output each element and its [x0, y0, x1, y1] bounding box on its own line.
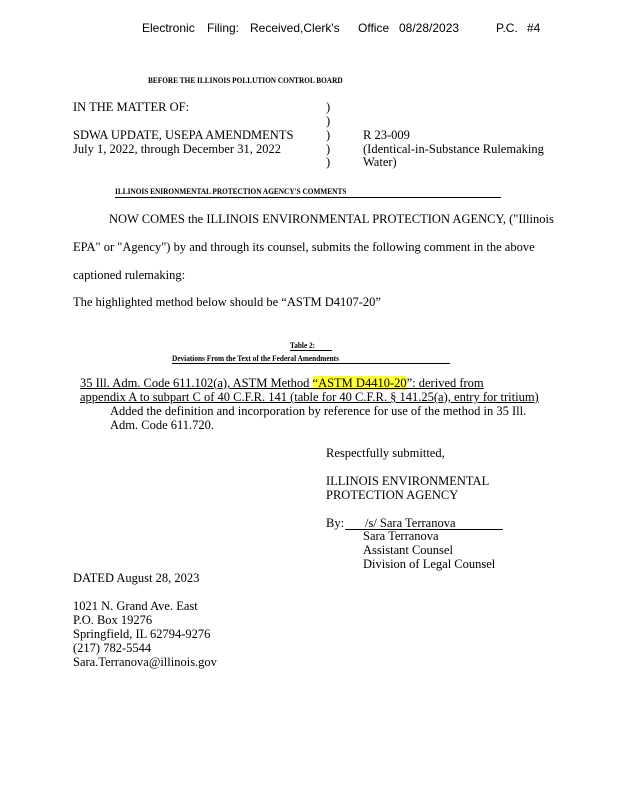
- address-email[interactable]: Sara.Terranova@illinois.gov: [73, 655, 217, 669]
- header-office: Office: [358, 21, 390, 35]
- caption-paren: ): [326, 142, 331, 156]
- caption-paren: ): [326, 128, 331, 142]
- dated: DATED August 28, 2023: [73, 571, 200, 585]
- table-row-3: Added the definition and incorporation by reference for use of the method in 35 Ill.: [110, 404, 527, 418]
- signature-org-2: PROTECTION AGENCY: [326, 488, 459, 502]
- signature-name: Sara Terranova: [363, 529, 439, 543]
- signature-division: Division of Legal Counsel: [363, 557, 496, 571]
- table-title-underline: [290, 350, 332, 351]
- address-city: Springfield, IL 62794-9276: [73, 627, 211, 641]
- caption-matter: IN THE MATTER OF:: [73, 100, 190, 114]
- header-date: 08/28/2023: [399, 21, 460, 35]
- caption-paren: ): [326, 155, 331, 169]
- body-line-2: EPA" or "Agency") by and through its counsel, submits the following comment in the above: [73, 240, 535, 254]
- table-row-1: [80, 376, 484, 391]
- body-line-4: The highlighted method below should be “ASTM D4107-20”: [73, 295, 381, 309]
- row-prefix: 35 Ill. Adm. Code 611.102(a), ASTM Method: [80, 376, 313, 390]
- comments-title: ILLINOIS ENIRONMENTAL PROTECTION AGENCY'S COMMENTS: [115, 186, 347, 196]
- caption-title: SDWA UPDATE, USEPA AMENDMENTS: [73, 128, 294, 142]
- signature-role: Assistant Counsel: [363, 543, 453, 557]
- caption-docket: R 23-009: [363, 128, 410, 142]
- header-electronic: Electronic: [142, 21, 195, 35]
- caption-paren: ): [326, 100, 331, 114]
- table-title: Table 2:: [290, 340, 316, 350]
- header-received: Received,Clerk's: [250, 21, 340, 35]
- highlighted-method: “ASTM D4410-20: [312, 376, 407, 390]
- table-row-4: Adm. Code 611.720.: [110, 418, 215, 432]
- caption-paren: ): [326, 114, 331, 128]
- body-line-3: captioned rulemaking:: [73, 268, 186, 282]
- comments-title-underline: [115, 197, 501, 198]
- body-line-1: NOW COMES the ILLINOIS ENVIRONMENTAL PROTECTION AGENCY, ("Illinois: [109, 212, 554, 226]
- table-subtitle-underline: [172, 363, 450, 364]
- signature-org-1: ILLINOIS ENVIRONMENTAL: [326, 474, 490, 488]
- table-row-2: appendix A to subpart C of 40 C.F.R. 141 (table for 40 C.F.R. § 141.25(a), entry for tritium): [80, 390, 539, 404]
- header-filing: Filing:: [207, 21, 240, 35]
- signature-closing: Respectfully submitted,: [326, 446, 445, 460]
- address-po-box: P.O. Box 19276: [73, 613, 153, 627]
- address-street: 1021 N. Grand Ave. East: [73, 599, 198, 613]
- caption-type-cont: Water): [363, 155, 397, 169]
- header-pc: P.C.: [496, 21, 518, 35]
- signature-line: /s/ Sara Terranova: [365, 516, 456, 530]
- board-title: BEFORE THE ILLINOIS POLLUTION CONTROL BOARD: [148, 75, 343, 85]
- table-subtitle: Deviations From the Text of the Federal Amendments: [172, 353, 339, 363]
- address-phone: (217) 782-5544: [73, 641, 152, 655]
- caption-title-dates: July 1, 2022, through December 31, 2022: [73, 142, 281, 156]
- caption-type: (Identical-in-Substance Rulemaking: [363, 142, 544, 156]
- signature-by: By:: [326, 516, 345, 530]
- row-suffix: ”: derived from: [406, 376, 484, 390]
- header-number: #4: [527, 21, 541, 35]
